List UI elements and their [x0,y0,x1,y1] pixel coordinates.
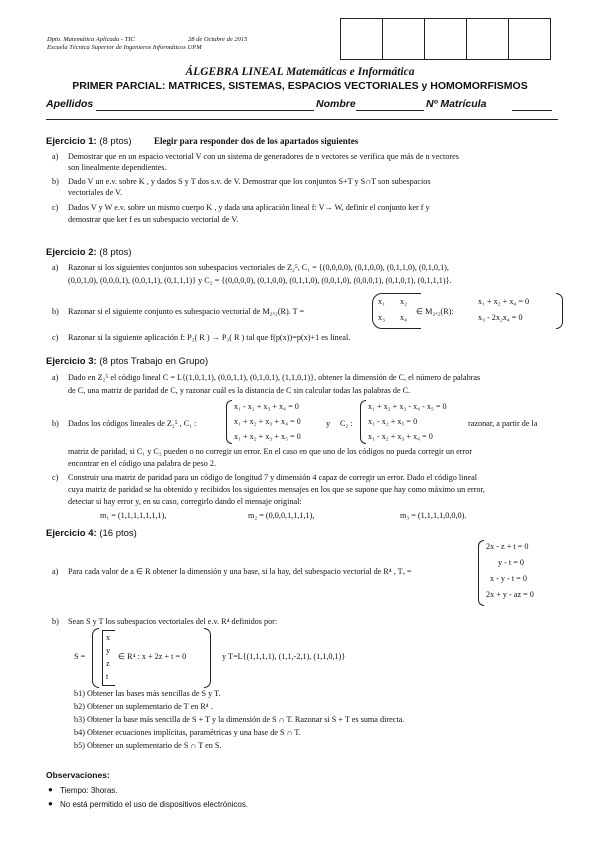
ex3-b-intro: Dados los códigos lineales de Z₂⁵ , C₁ : [68,419,197,428]
ex1-c-line1: Dados V y W e.v. sobre un mismo cuerpo K , y dada una aplicación lineal f: V→ W, definir el conjunto ker f y [68,203,430,212]
system-brace [360,400,366,444]
exercise-4-points: (16 ptos) [99,528,137,539]
observation-item: No está permitido el uso de dispositivos electrónicos. [60,800,249,809]
ex2-c-label: c) [52,333,59,342]
ex2-a-line2: (0,0,1,0), (0,0,0,1), (0,0,1,1), (0,1,1,1)} y C₂ = {(0,0,0,0), (0,1,0,0), (0,1,1,0), (0,0,1,0), (0,0,0,1), (0,1,0,1), (0,1,1,1)}. [68,276,452,285]
bullet-icon: ● [48,799,53,808]
ex1-a-label: a) [52,152,59,161]
c1-equation: x₁ + x₂ + x₃ + x₄ = 0 [234,417,301,426]
ex3-b-tail: razonar, a partir de la [468,419,538,428]
ex2-b-label: b) [52,307,59,316]
exercise-1-heading [46,136,132,147]
ex4-a-label: a) [52,567,59,576]
surname-field[interactable] [96,110,314,111]
ex2-a-line1: Razonar si los siguientes conjuntos son subespacios vectoriales de Z₂⁵, C₁ = {(0,0,0,0), (0,1,0,0), (0,1,1,0), (0,1,0,1), [68,263,449,272]
exercise-1-title: Ejercicio 1: [46,136,97,147]
exercise-2-heading [46,247,132,258]
grade-boxes [340,18,551,60]
exercise-2-points: (8 ptos) [99,247,132,258]
ta-equation: x - y - t = 0 [490,574,527,583]
ex2-b-eq2: x₃ - 2x₂x₄ = 0 [478,313,523,322]
exercise-3-heading [46,356,208,367]
ex1-c-label: c) [52,203,59,212]
exercise-4-title: Ejercicio 4: [46,528,97,539]
exercise-1-instruction: Elegir para responder dos de los apartados siguientes [154,136,359,146]
ex1-b-line2: vectoriales de V. [68,188,123,197]
ex4-b4: b4) Obtener ecuaciones implícitas, paramétricas y una base de S ∩ T. [74,728,301,737]
ta-equation: y - t = 0 [498,558,524,567]
ex1-c-line2: demostrar que ker f es un subespacio vectorial de V. [68,215,239,224]
system-brace [478,540,484,606]
ex2-a-label: a) [52,263,59,272]
ex2-b-text: Razonar si el siguiente conjunto es subespacio vectorial de M₂ₓ₂(R). T = [68,307,305,316]
message-1: m₁ = (1,1,1,1,1,1,1), [100,511,167,520]
ex2-c-line1: Razonar si la siguiente aplicación f: P₂( R ) → P₃( R ) tal que f(p(x))=p(x)+1 es lineal. [68,333,351,342]
t-definition: y T=L{(1,1,1,1), (1,1,-2,1), (1,1,0,1)} [222,652,346,661]
number-field[interactable] [512,110,552,111]
name-label: Nombre [316,98,356,110]
exam-subtitle: PRIMER PARCIAL: MATRICES, SISTEMAS, ESPACIOS VECTORIALES y HOMOMORFISMOS [72,80,528,92]
ex4-b5: b5) Obtener un suplementario de S ∩ T en S. [74,741,222,750]
vector-entry: y [106,646,111,655]
ex3-b-label: b) [52,419,59,428]
grade-box [424,18,466,60]
ex2-b-eq1: x₁ + x₂ + x₄ = 0 [478,297,530,306]
ex4-b3: b3) Obtener la base más sencilla de S + T y la dimensión de S ∩ T. Razonar si S + T es suma directa. [74,715,405,724]
exam-title: ÁLGEBRA LINEAL Matemáticas e Informática [185,66,415,78]
matrix-entry: x₁ [378,297,385,306]
ex4-b2: b2) Obtener un suplementario de T en R⁴ . [74,702,213,711]
exercise-2-title: Ejercicio 2: [46,247,97,258]
ex3-c-label: c) [52,473,59,482]
exercise-1-points: (8 ptos) [99,136,132,147]
department-line: Dpto. Matemática Aplicada - TIC [47,36,135,43]
ex3-a-line2: de C, una matriz de paridad de C, y razonar cuál es la distancia de C sin calcular todas las palabras de C. [68,386,411,395]
school-line: Escuela Técnica Superior de Ingenieros Informáticos UPM [47,44,202,51]
c2-equation: x₁ + x₂ + x₃ - x₄ - x₅ = 0 [368,402,447,411]
number-label: Nº Matrícula [426,98,487,110]
matrix-entry: x₂ [400,297,407,306]
ex4-b-label: b) [52,617,59,626]
vector-entry: t [106,672,109,681]
exercise-4-heading [46,528,137,539]
c2-equation: x₁ - x₂ + x₅ = 0 [368,417,418,426]
exercise-3-points: (8 ptos Trabajo en Grupo) [99,356,209,367]
s-condition: ∈ R⁴ : x + 2z + t = 0 [118,652,187,661]
set-brace [556,293,563,329]
ex4-a-text: Para cada valor de a ∈ R obtener la dimensión y una base, si la hay, del subespacio vectorial de R⁴ , Tₐ = [68,567,412,576]
surname-label: Apellidos [46,98,94,110]
system-brace [226,400,232,444]
ex4-b-text: Sean S y T los subespacios vectoriales del e.v. R⁴ definidos por: [68,617,278,626]
ex3-c-line1: Construir una matriz de paridad para un código de longitud 7 y dimensión 4 capaz de corregir un error. Dado el código lineal [68,473,478,482]
matrix-entry: x₄ [400,313,407,322]
ta-equation: 2x - z + t = 0 [486,542,529,551]
name-field[interactable] [356,110,424,111]
ex3-b-line3: encontrar en el código una palabra de peso 2. [68,459,216,468]
vector-entry: x [106,633,111,642]
grade-box [466,18,508,60]
grade-box [508,18,551,60]
ex2-b-membership: ∈ M₂ₓ₂(R): [416,307,454,316]
c1-equation: x₁ + x₂ + x₃ + x₅ = 0 [234,432,301,441]
ta-equation: 2x + y - az = 0 [486,590,534,599]
ex3-c-line3: detectar si hay error y, en su caso, corregirlo dando el mensaje original: [68,497,302,506]
ex3-c-line2: cuya matriz de paridad se ha obtenido y recibidos los siguientes mensajes en los que se supone que hay como máximo un error, [68,485,485,494]
c2-equation: x₁ - x₂ + x₃ + x₄ = 0 [368,432,433,441]
observation-item: Tiempo: 3horas. [60,786,118,795]
set-brace [204,628,211,688]
ex1-a-line1: Demostrar que en un espacio vectorial V con un sistema de generadores de n vectores se verifica que más de n vectores [68,152,459,161]
ex3-b-line2: matriz de paridad, si C₁ y C₂ pueden o no corregir un error. En el caso en que uno de los códigos no pueda corregir un error [68,447,473,456]
observations-title: Observaciones: [46,770,110,780]
vector-entry: z [106,659,110,668]
ex1-b-line1: Dado V un e.v. sobre K , y dados S y T dos s.v. de V. Demostrar que los conjuntos S+T y S∩T son subespacios [68,177,431,186]
exam-date: 28 de Octubre de 2015 [188,36,248,43]
matrix-entry: x₃ [378,313,385,322]
ex3-a-line1: Dado en Z₂⁵ el código lineal C = L{(1,0,1,1), (0,0,1,1), (0,1,0,1), (1,1,0,1)}, obtener la dimensión de C, el número de palabras [68,373,481,382]
ex4-b1: b1) Obtener las bases más sencillas de S y T. [74,689,221,698]
set-brace [92,628,99,688]
c1-equation: x₁ - x₂ + x₃ + x₄ = 0 [234,402,299,411]
ex1-b-label: b) [52,177,59,186]
grade-box [382,18,424,60]
bullet-icon: ● [48,785,53,794]
ex3-a-label: a) [52,373,59,382]
exercise-3-title: Ejercicio 3: [46,356,97,367]
message-3: m₃ = (1,1,1,1,0,0,0). [400,511,467,520]
ex1-a-line2: son linealmente dependientes. [68,163,167,172]
s-label: S = [74,652,86,661]
grade-box [340,18,382,60]
c2-label: C₂ : [340,419,353,428]
message-2: m₂ = (0,0,0,1,1,1,1), [248,511,315,520]
divider [46,119,558,120]
ex3-b-and: y [326,419,331,428]
